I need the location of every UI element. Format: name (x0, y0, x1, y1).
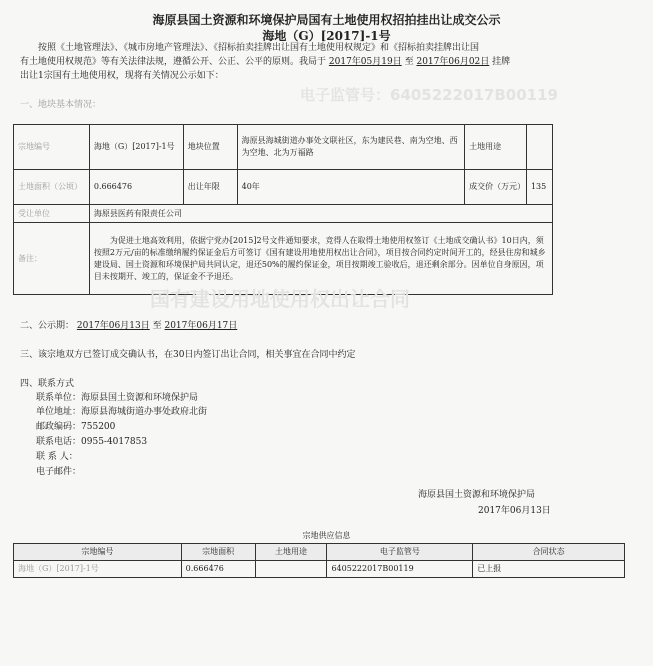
section-1-heading: 一、地块基本情况： (20, 100, 102, 110)
col-land-use: 土地用途 (255, 544, 327, 561)
supervision-number-watermark: 电子监管号：6405222017B00119 (300, 86, 558, 104)
table-row (14, 561, 625, 578)
intro-line-3: 出让1宗国有土地使用权，现将有关情况公示如下： (20, 71, 224, 81)
contact-phone-value: 0955-4017853 (81, 437, 148, 447)
parcel-location-value: 海原县海城街道办事处文联社区，东为建民巷、南为空地、西为空地、北为万福路 (237, 125, 464, 170)
parcel-number-value: 海地（G）[2017]-1号 (89, 125, 183, 170)
contact-person-label: 联 系 人： (36, 452, 78, 462)
document-number: 海地（G）[2017]-1号 (262, 29, 391, 43)
parcel-info-table (13, 124, 553, 295)
cell-contract-status: 已上报 (473, 561, 625, 578)
col-parcel-area: 宗地面积 (181, 544, 255, 561)
contact-unit (36, 392, 198, 405)
publicity-separator: 至 (152, 321, 162, 331)
col-supervision-number: 电子监管号 (327, 544, 473, 561)
intro-line-1: 按照《土地管理法》、《城市房地产管理法》、《招标拍卖挂牌出让国有土地使用权规定》和《招标拍卖挂牌出让国 (38, 43, 480, 53)
signature-org: 海原县国土资源和环境保护局 (418, 490, 536, 500)
contact-zip-value: 755200 (81, 422, 116, 432)
supply-table-caption: 宗地供应信息 (302, 531, 351, 540)
contact-address-label: 单位地址： (36, 407, 82, 417)
section-3-text: 三、该宗地双方已签订成交确认书，在30日内签订出让合同，相关事宜在合同中约定 (20, 350, 356, 360)
listing-start-date: 2017年05月19日 (328, 57, 402, 67)
contact-address (36, 406, 207, 419)
contact-address-value: 海原县海城街道办事处政府北街 (81, 407, 208, 417)
remarks-label: 备注： (14, 223, 90, 295)
land-area-value: 0.666476 (89, 170, 183, 205)
table-row (14, 125, 553, 170)
land-area-label: 土地面积（公顷） (14, 170, 90, 205)
table-header-row (14, 544, 625, 561)
intro-text-b: 至 (404, 57, 414, 67)
contact-zip (36, 421, 115, 434)
parcel-location-label: 地块位置 (183, 125, 237, 170)
cell-supervision-number: 6405222017B00119 (327, 561, 473, 578)
cell-land-use (255, 561, 327, 578)
contact-unit-label: 联系单位： (36, 393, 82, 403)
intro-text-a: 有土地使用权规范》等有关法律法规，遵循公开、公正、公平的原则。我局于 (20, 57, 327, 67)
signature-date: 2017年06月13日 (478, 506, 551, 516)
intro-text-c: 挂牌 (492, 57, 511, 67)
table-row (14, 205, 553, 223)
supply-info-table (13, 543, 625, 578)
listing-end-date: 2017年06月02日 (416, 57, 490, 67)
land-use-value (526, 125, 552, 170)
contact-email-label: 电子邮件： (36, 467, 82, 477)
col-contract-status: 合同状态 (473, 544, 625, 561)
transferee-value: 海原县医药有限责任公司 (89, 205, 552, 223)
contact-phone-label: 联系电话： (36, 437, 82, 447)
cell-parcel-area: 0.666476 (181, 561, 255, 578)
section-2-heading: 二、公示期： (20, 321, 75, 331)
col-parcel-number: 宗地编号 (14, 544, 182, 561)
remarks-value: 为促进土地高效利用，依据宁党办[2015]2号文件通知要求，竞得人在取得土地使用权签订《土地成交确认书》10日内，须按照2万元/亩的标准缴纳履约保证金后方可签订《国有建设用地使用权出让合同》，项目按合同约定时间开工的，经县住房和城乡建设局、国土资源和环境保护局共同认定，退还50%的履约保证金，项目按期竣工验收后，退还剩余部分。因单位自身原因，项目未按期开、竣工的，保证金不予退还。 (89, 223, 552, 295)
lease-term-value: 40年 (237, 170, 464, 205)
contact-unit-value: 海原县国土资源和环境保护局 (81, 393, 199, 403)
intro-line-2 (20, 56, 510, 69)
section-2-publicity-period (20, 320, 237, 333)
lease-term-label: 出让年限 (183, 170, 237, 205)
contact-phone (36, 436, 147, 449)
parcel-number-label: 宗地编号 (14, 125, 90, 170)
section-4-heading: 四、联系方式 (20, 379, 75, 389)
transferee-label: 受让单位 (14, 205, 90, 223)
page-title: 海原县国土资源和环境保护局国有土地使用权招拍挂出让成交公示 (152, 13, 501, 27)
deal-price-value: 135 (526, 170, 552, 205)
contact-zip-label: 邮政编码： (36, 422, 82, 432)
publicity-end-date: 2017年06月17日 (164, 321, 238, 331)
deal-price-label: 成交价（万元） (465, 170, 527, 205)
contract-watermark: 国有建设用地使用权出让合同 (150, 287, 410, 311)
table-row (14, 170, 553, 205)
cell-parcel-number: 海地（G）[2017]-1号 (14, 561, 182, 578)
land-use-label: 土地用途 (465, 125, 527, 170)
publicity-start-date: 2017年06月13日 (76, 321, 150, 331)
